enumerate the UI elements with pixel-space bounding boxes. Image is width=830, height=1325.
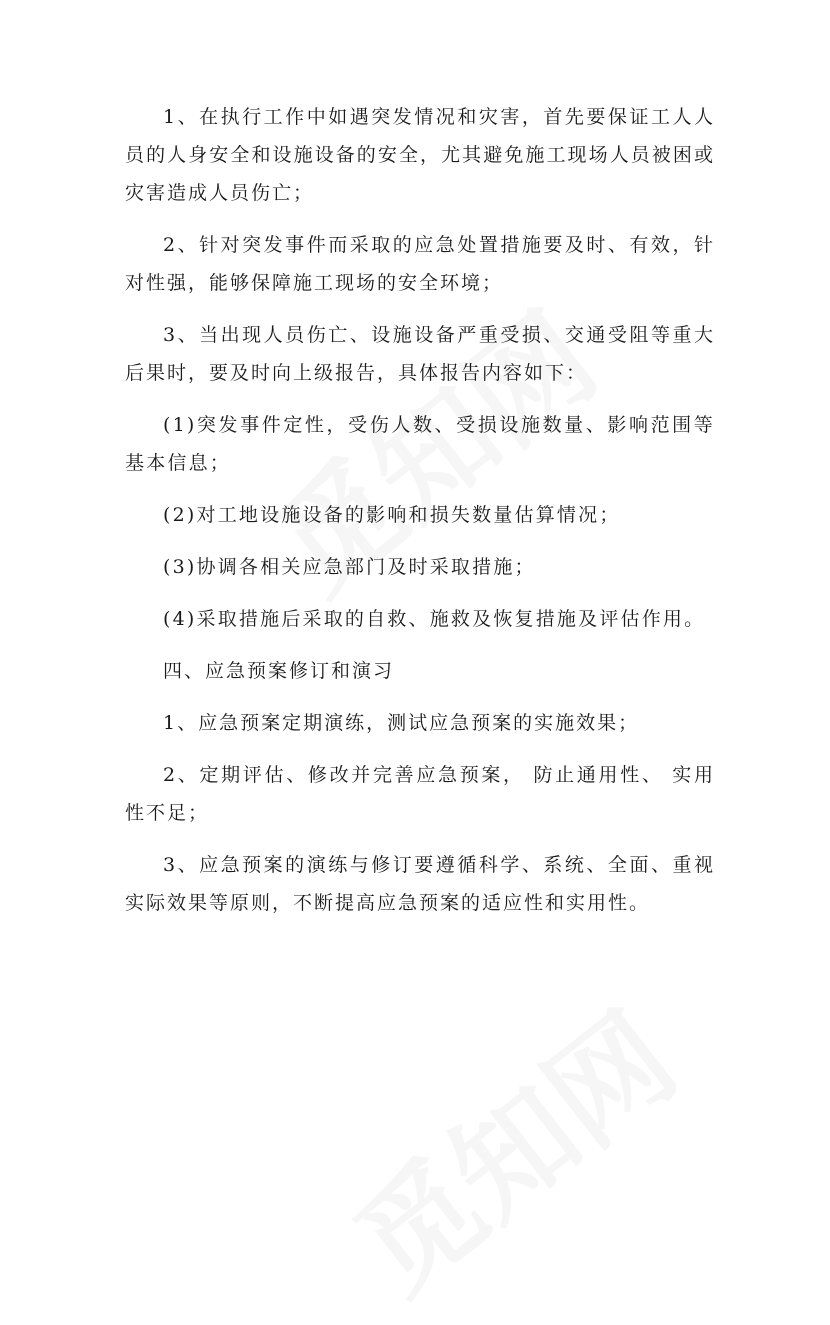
paragraph-sub-4: (4)采取措施后采取的自救、施救及恢复措施及评估作用。 — [163, 608, 706, 630]
paragraph-sub-3: (3)协调各相关应急部门及时采取措施； — [163, 556, 536, 578]
watermark — [315, 967, 705, 1324]
paragraph-6: 3、应急预案的演练与修订要遵循科学、系统、全面、重视实际效果等原则，不断提高应急预案的适应性和实用性。 — [125, 854, 715, 914]
paragraph-3: 3、当出现人员伤亡、设施设备严重受损、交通受阻等重大后果时，要及时向上级报告，具体报告内容如下： — [125, 324, 715, 384]
document-body — [125, 98, 715, 936]
section-heading: 四、应急预案修订和演习 — [163, 660, 395, 682]
paragraph-4: 1、应急预案定期演练，测试应急预案的实施效果； — [163, 712, 640, 734]
paragraph-1: 1、在执行工作中如遇突发情况和灾害，首先要保证工人人员的人身安全和设施设备的安全，尤其避免施工现场人员被困或灾害造成人员伤亡； — [125, 106, 715, 204]
paragraph-2: 2、针对突发事件而采取的应急处置措施要及时、有效，针对性强，能够保障施工现场的安全环境； — [125, 234, 715, 294]
paragraph-sub-1: (1)突发事件定性，受伤人数、受损设施数量、影响范围等基本信息； — [125, 414, 715, 474]
paragraph-5: 2、定期评估、修改并完善应急预案， 防止通用性、 实用性不足； — [125, 764, 715, 824]
paragraph-sub-2: (2)对工地设施设备的影响和损失数量估算情况； — [163, 504, 621, 526]
